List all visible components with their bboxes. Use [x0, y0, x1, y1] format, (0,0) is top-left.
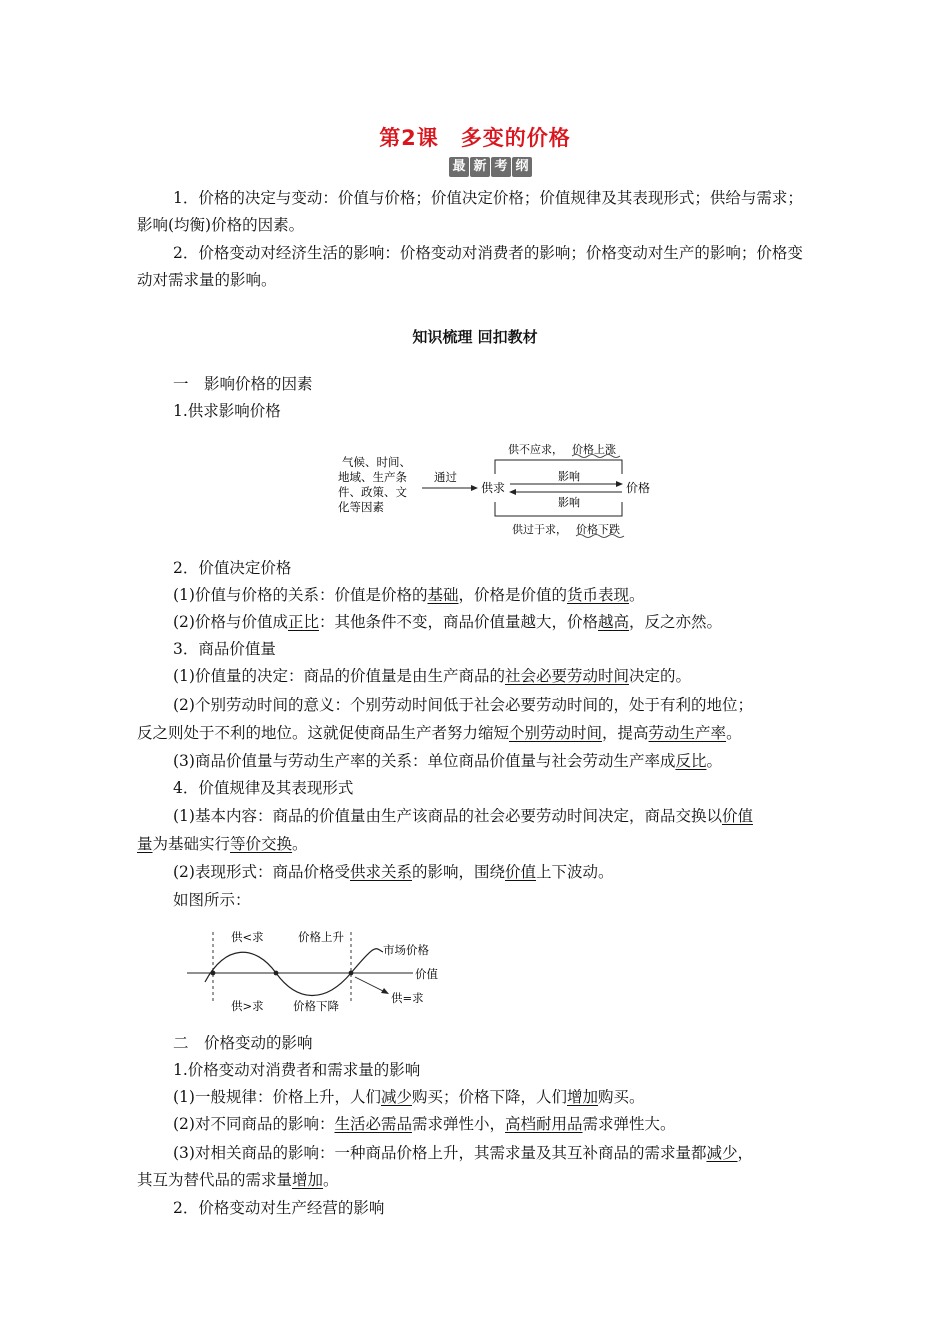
price-rise-label: 价格上升: [298, 930, 344, 944]
text: 其互为替代品的需求量: [137, 1171, 293, 1189]
badge-char: 新: [470, 157, 490, 177]
badge-char: 考: [491, 157, 511, 177]
text: 。: [706, 752, 722, 770]
supply-equal-label: 供=求: [391, 991, 424, 1005]
value-label: 价值: [415, 967, 438, 981]
factor-text: 地域、生产条: [338, 470, 407, 484]
supply-demand-label: 供求: [481, 481, 506, 495]
text: (2)表现形式：商品价格受: [173, 863, 350, 881]
arrowhead: [509, 489, 516, 495]
intersection-dot: [349, 971, 354, 976]
supply-demand-diagram: [330, 436, 670, 541]
answer-blank: 减少: [380, 1088, 412, 1106]
top-label-b: 价格上涨: [572, 443, 616, 456]
arrowhead: [381, 988, 389, 994]
text: 购买；价格下降，人们: [411, 1088, 567, 1106]
factor-text: 件、政策、文: [338, 485, 407, 499]
text-line: [173, 1140, 753, 1166]
text-line: [173, 859, 614, 885]
latest-syllabus-badge: [449, 157, 532, 177]
intersection-dot: [211, 971, 216, 976]
page-title: 第2课 多变的价格: [379, 126, 571, 150]
top-label-a: 供不应求，: [508, 443, 563, 456]
answer-blank: 越高: [598, 613, 630, 631]
supply-greater-label: 供>求: [231, 999, 264, 1013]
bottom-label-a: 供过于求，: [512, 523, 567, 536]
subheading-value-decides-price: 2．价值决定价格: [173, 559, 292, 577]
market-price-label: 市场价格: [383, 943, 429, 957]
effect-label: 影响: [558, 470, 580, 483]
text: (1)价值量的决定：商品的价值量是由生产商品的: [173, 667, 505, 685]
text: 需求弹性小，: [411, 1115, 505, 1133]
arrowhead: [471, 485, 478, 491]
outline-item-2: 2．价格变动对经济生活的影响：价格变动对消费者的影响；价格变动对生产的影响；价格变动对需求量的影响。: [137, 244, 803, 289]
supply-less-label: 供<求: [231, 930, 264, 944]
answer-blank: 劳动生产率: [648, 724, 727, 742]
text: (2)价格与价值成: [173, 613, 288, 631]
effect-label: 影响: [558, 496, 580, 509]
arrowhead: [616, 481, 623, 487]
answer-blank: 增加: [292, 1171, 324, 1189]
text: 购买。: [598, 1088, 645, 1106]
answer-blank: 量: [137, 835, 153, 853]
text-line: 如图所示：: [173, 891, 251, 909]
answer-blank: 等价交换: [230, 835, 293, 853]
subheading-law-of-value: 4．价值规律及其表现形式: [173, 779, 354, 797]
text-line: [173, 748, 722, 774]
text: 。: [726, 724, 742, 742]
factor-text: 化等因素: [338, 500, 384, 514]
pointer-line: [355, 977, 385, 992]
text-line: [137, 1167, 339, 1193]
bottom-label-b: 价格下跌: [576, 523, 620, 536]
price-label: 价格: [626, 481, 651, 495]
subheading-production: 2．价格变动对生产经营的影响: [173, 1199, 385, 1217]
subheading-supply-demand: 1.供求影响价格: [173, 402, 281, 420]
text: (1)基本内容：商品的价值量由生产该商品的社会必要劳动时间决定，商品交换以: [173, 807, 722, 825]
answer-blank: 生活必需品: [334, 1115, 412, 1133]
answer-blank: 价值: [721, 807, 753, 825]
text: 为基础实行: [152, 835, 231, 853]
text-line: [173, 663, 691, 689]
text-line: [173, 1111, 676, 1137]
text: 需求弹性大。: [582, 1115, 676, 1133]
text: ，: [737, 1144, 753, 1162]
factor-text: 气候、时间、: [342, 455, 411, 469]
text-line: [173, 609, 722, 635]
intersection-dot: [274, 971, 279, 976]
outline-item-1: 1．价格的决定与变动：价值与价格；价值决定价格；价值规律及其表现形式；供给与需求；影响(均衡)价格的因素。: [137, 189, 803, 234]
section-2-title: 二 价格变动的影响: [173, 1034, 313, 1052]
answer-blank: 增加: [567, 1088, 599, 1106]
text-line: [137, 831, 308, 857]
text: (1)一般规律：价格上升，人们: [173, 1088, 381, 1106]
answer-blank: 反比: [675, 752, 707, 770]
text: (3)商品价值量与劳动生产率的关系：单位商品价值量与社会劳动生产率成: [173, 752, 676, 770]
badge-char: 纲: [512, 157, 532, 177]
text: ，价格是价值的: [458, 586, 567, 604]
badge-char: 最: [449, 157, 469, 177]
answer-blank: 基础: [427, 586, 459, 604]
text-line: (2)个别劳动时间的意义：个别劳动时间低于社会必要劳动时间的，处于有利的地位；: [173, 696, 753, 714]
price-fall-label: 价格下降: [293, 999, 339, 1013]
answer-blank: 社会必要劳动时间: [504, 667, 629, 685]
text: (3)对相关商品的影响：一种商品价格上升，其需求量及其互补商品的需求量都: [173, 1144, 707, 1162]
text: 。: [323, 1171, 339, 1189]
subheading-consumers: 1.价格变动对消费者和需求量的影响: [173, 1061, 421, 1079]
text: 的影响，围绕: [411, 863, 505, 881]
text: 反之则处于不利的地位。这就促使商品生产者努力缩短: [137, 724, 510, 742]
answer-blank: 高档耐用品: [505, 1115, 583, 1133]
answer-blank: 货币表现: [567, 586, 630, 604]
text-line: [173, 582, 645, 608]
via-label: 通过: [434, 470, 457, 484]
section-1-title: 一 影响价格的因素: [173, 375, 313, 393]
text: ：其他条件不变，商品价值量越大，价格: [318, 613, 598, 631]
text: (1)价值与价格的关系：价值是价格的: [173, 586, 428, 604]
text: 。: [292, 835, 308, 853]
answer-blank: 减少: [706, 1144, 738, 1162]
text: ，反之亦然。: [629, 613, 723, 631]
text: 。: [629, 586, 645, 604]
answer-blank: 正比: [287, 613, 319, 631]
text: 上下波动。: [536, 863, 614, 881]
answer-blank: 价值: [505, 863, 537, 881]
text-line: [173, 803, 753, 829]
text: (2)对不同商品的影响：: [173, 1115, 335, 1133]
subheading-value-quantity: 3．商品价值量: [173, 640, 276, 658]
answer-blank: 供求关系: [349, 863, 412, 881]
answer-blank: 个别劳动时间: [509, 724, 603, 742]
section-heading: 知识梳理 回扣教材: [412, 328, 538, 346]
market-price-curve: [205, 949, 383, 996]
price-wave-diagram: [185, 922, 455, 1022]
text-line: [173, 1084, 645, 1110]
text: ，提高: [602, 724, 649, 742]
text: 决定的。: [628, 667, 691, 685]
text-line: [137, 720, 742, 746]
